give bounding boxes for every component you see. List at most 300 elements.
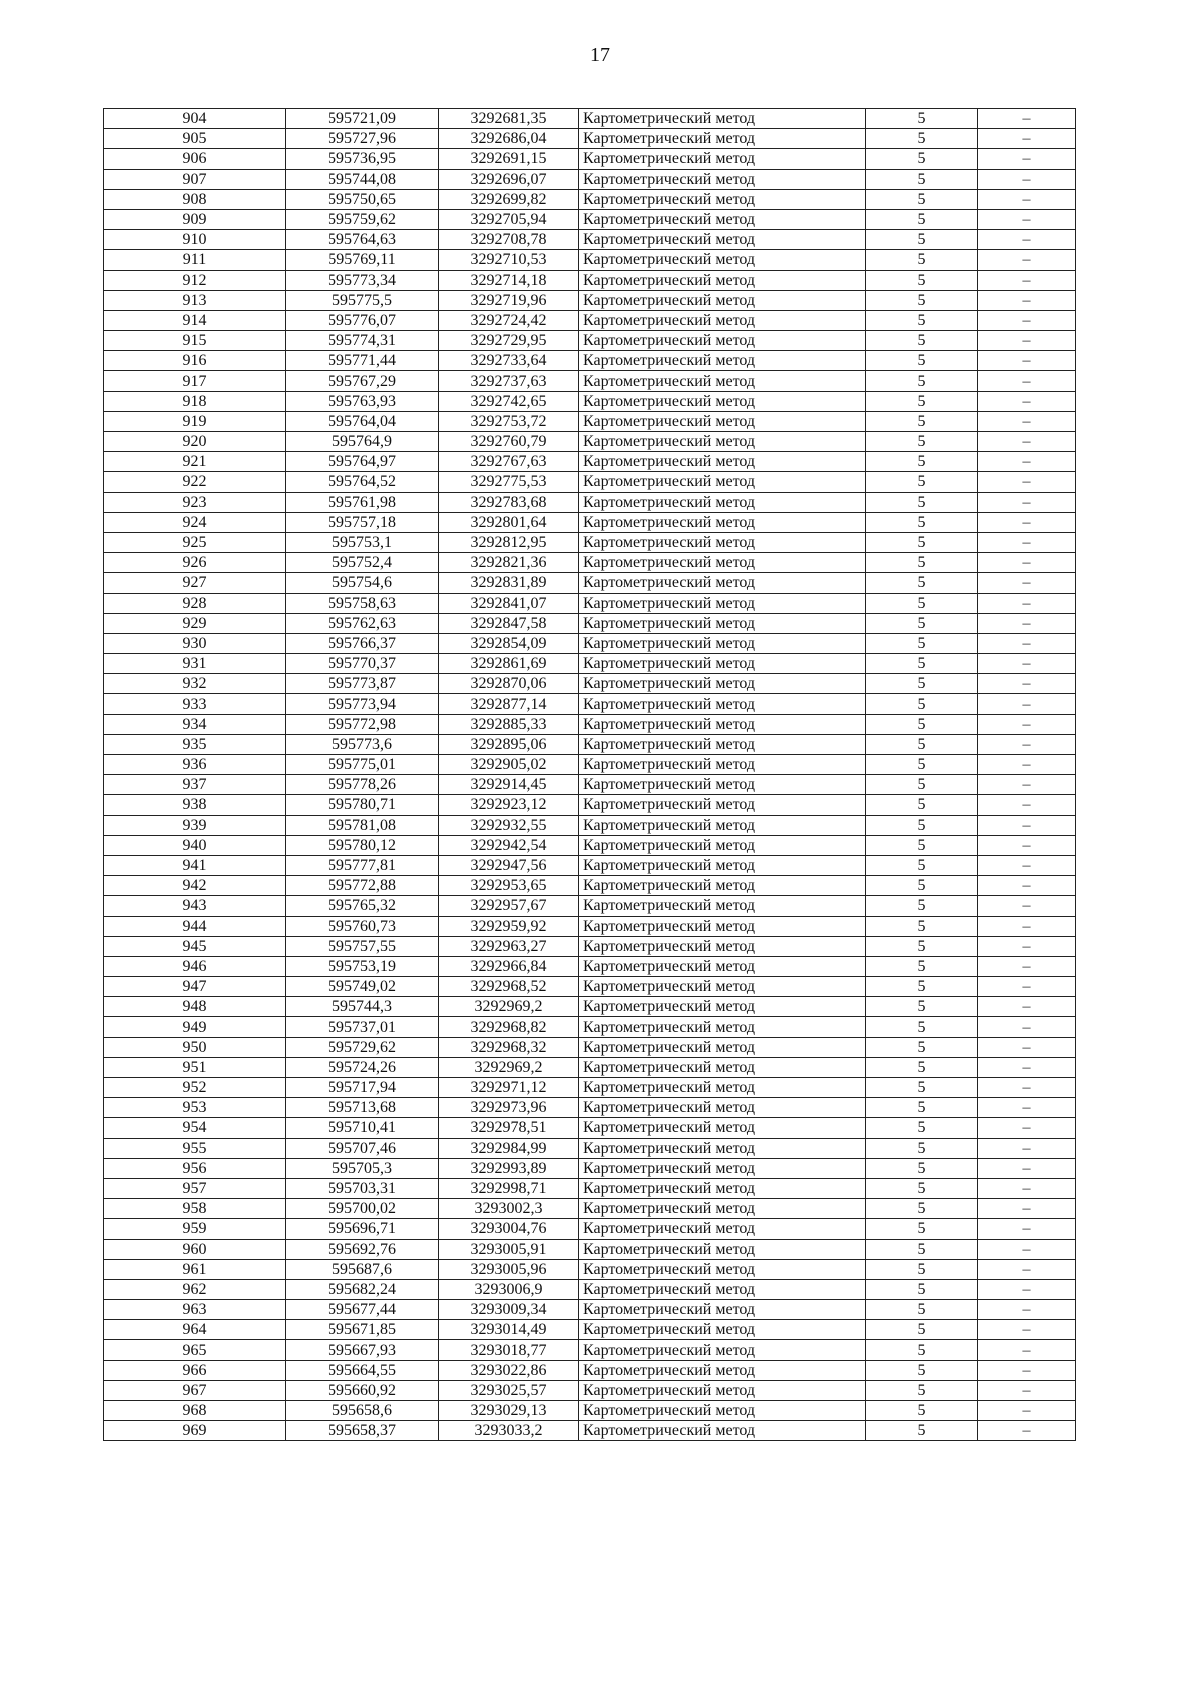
method-cell: Картометрический метод (579, 532, 866, 552)
point-number-cell: 936 (104, 755, 286, 775)
point-number-cell: 924 (104, 512, 286, 532)
note-cell: – (978, 1219, 1076, 1239)
note-cell: – (978, 1340, 1076, 1360)
accuracy-cell: 5 (866, 109, 978, 129)
x-coordinate-cell: 595749,02 (286, 977, 439, 997)
note-cell: – (978, 1158, 1076, 1178)
table-row (104, 1219, 1076, 1239)
accuracy-cell: 5 (866, 432, 978, 452)
x-coordinate-cell: 595727,96 (286, 129, 439, 149)
note-cell: – (978, 109, 1076, 129)
table-row (104, 1037, 1076, 1057)
table-row (104, 169, 1076, 189)
table-row (104, 432, 1076, 452)
point-number-cell: 915 (104, 331, 286, 351)
table-row (104, 694, 1076, 714)
x-coordinate-cell: 595773,34 (286, 270, 439, 290)
table-row (104, 1057, 1076, 1077)
table-row (104, 593, 1076, 613)
y-coordinate-cell: 3292947,56 (439, 855, 579, 875)
point-number-cell: 917 (104, 371, 286, 391)
accuracy-cell: 5 (866, 209, 978, 229)
x-coordinate-cell: 595764,63 (286, 230, 439, 250)
point-number-cell: 909 (104, 209, 286, 229)
accuracy-cell: 5 (866, 290, 978, 310)
note-cell: – (978, 472, 1076, 492)
table-row (104, 391, 1076, 411)
y-coordinate-cell: 3292861,69 (439, 654, 579, 674)
table-row (104, 1118, 1076, 1138)
y-coordinate-cell: 3293018,77 (439, 1340, 579, 1360)
x-coordinate-cell: 595758,63 (286, 593, 439, 613)
point-number-cell: 930 (104, 633, 286, 653)
x-coordinate-cell: 595780,71 (286, 795, 439, 815)
point-number-cell: 904 (104, 109, 286, 129)
y-coordinate-cell: 3292847,58 (439, 613, 579, 633)
x-coordinate-cell: 595764,52 (286, 472, 439, 492)
accuracy-cell: 5 (866, 734, 978, 754)
point-number-cell: 946 (104, 956, 286, 976)
table-row (104, 331, 1076, 351)
x-coordinate-cell: 595781,08 (286, 815, 439, 835)
note-cell: – (978, 1098, 1076, 1118)
table-row (104, 1098, 1076, 1118)
x-coordinate-cell: 595777,81 (286, 855, 439, 875)
point-number-cell: 928 (104, 593, 286, 613)
accuracy-cell: 5 (866, 492, 978, 512)
x-coordinate-cell: 595750,65 (286, 189, 439, 209)
table-row (104, 371, 1076, 391)
point-number-cell: 910 (104, 230, 286, 250)
method-cell: Картометрический метод (579, 654, 866, 674)
accuracy-cell: 5 (866, 755, 978, 775)
x-coordinate-cell: 595765,32 (286, 896, 439, 916)
point-number-cell: 947 (104, 977, 286, 997)
table-row (104, 553, 1076, 573)
point-number-cell: 916 (104, 351, 286, 371)
accuracy-cell: 5 (866, 1057, 978, 1077)
method-cell: Картометрический метод (579, 1118, 866, 1138)
method-cell: Картометрический метод (579, 795, 866, 815)
point-number-cell: 967 (104, 1380, 286, 1400)
method-cell: Картометрический метод (579, 714, 866, 734)
table-row (104, 755, 1076, 775)
method-cell: Картометрический метод (579, 573, 866, 593)
note-cell: – (978, 896, 1076, 916)
y-coordinate-cell: 3292877,14 (439, 694, 579, 714)
note-cell: – (978, 876, 1076, 896)
note-cell: – (978, 512, 1076, 532)
note-cell: – (978, 916, 1076, 936)
y-coordinate-cell: 3292753,72 (439, 411, 579, 431)
y-coordinate-cell: 3292932,55 (439, 815, 579, 835)
point-number-cell: 929 (104, 613, 286, 633)
accuracy-cell: 5 (866, 997, 978, 1017)
note-cell: – (978, 432, 1076, 452)
y-coordinate-cell: 3292831,89 (439, 573, 579, 593)
note-cell: – (978, 1017, 1076, 1037)
method-cell: Картометрический метод (579, 1037, 866, 1057)
note-cell: – (978, 1300, 1076, 1320)
x-coordinate-cell: 595696,71 (286, 1219, 439, 1239)
method-cell: Картометрический метод (579, 855, 866, 875)
y-coordinate-cell: 3292923,12 (439, 795, 579, 815)
x-coordinate-cell: 595753,19 (286, 956, 439, 976)
accuracy-cell: 5 (866, 835, 978, 855)
note-cell: – (978, 371, 1076, 391)
note-cell: – (978, 835, 1076, 855)
table-row (104, 1017, 1076, 1037)
note-cell: – (978, 270, 1076, 290)
method-cell: Картометрический метод (579, 997, 866, 1017)
y-coordinate-cell: 3293005,96 (439, 1259, 579, 1279)
method-cell: Картометрический метод (579, 1017, 866, 1037)
note-cell: – (978, 633, 1076, 653)
x-coordinate-cell: 595677,44 (286, 1300, 439, 1320)
accuracy-cell: 5 (866, 1118, 978, 1138)
table-row (104, 1259, 1076, 1279)
point-number-cell: 922 (104, 472, 286, 492)
table-row (104, 997, 1076, 1017)
x-coordinate-cell: 595705,3 (286, 1158, 439, 1178)
x-coordinate-cell: 595737,01 (286, 1017, 439, 1037)
x-coordinate-cell: 595764,04 (286, 411, 439, 431)
method-cell: Картометрический метод (579, 936, 866, 956)
table-row (104, 633, 1076, 653)
point-number-cell: 937 (104, 775, 286, 795)
point-number-cell: 935 (104, 734, 286, 754)
y-coordinate-cell: 3292775,53 (439, 472, 579, 492)
accuracy-cell: 5 (866, 169, 978, 189)
y-coordinate-cell: 3292963,27 (439, 936, 579, 956)
method-cell: Картометрический метод (579, 734, 866, 754)
note-cell: – (978, 250, 1076, 270)
table-row (104, 1300, 1076, 1320)
point-number-cell: 963 (104, 1300, 286, 1320)
y-coordinate-cell: 3292821,36 (439, 553, 579, 573)
method-cell: Картометрический метод (579, 896, 866, 916)
accuracy-cell: 5 (866, 331, 978, 351)
note-cell: – (978, 492, 1076, 512)
accuracy-cell: 5 (866, 532, 978, 552)
method-cell: Картометрический метод (579, 977, 866, 997)
x-coordinate-cell: 595764,97 (286, 452, 439, 472)
note-cell: – (978, 149, 1076, 169)
y-coordinate-cell: 3292957,67 (439, 896, 579, 916)
method-cell: Картометрический метод (579, 1360, 866, 1380)
method-cell: Картометрический метод (579, 472, 866, 492)
table-row (104, 734, 1076, 754)
accuracy-cell: 5 (866, 270, 978, 290)
note-cell: – (978, 331, 1076, 351)
accuracy-cell: 5 (866, 1178, 978, 1198)
point-number-cell: 907 (104, 169, 286, 189)
method-cell: Картометрический метод (579, 1320, 866, 1340)
method-cell: Картометрический метод (579, 1199, 866, 1219)
note-cell: – (978, 1057, 1076, 1077)
accuracy-cell: 5 (866, 189, 978, 209)
coordinates-table (103, 108, 1076, 1441)
method-cell: Картометрический метод (579, 674, 866, 694)
x-coordinate-cell: 595707,46 (286, 1138, 439, 1158)
accuracy-cell: 5 (866, 593, 978, 613)
accuracy-cell: 5 (866, 149, 978, 169)
y-coordinate-cell: 3292681,35 (439, 109, 579, 129)
note-cell: – (978, 997, 1076, 1017)
note-cell: – (978, 230, 1076, 250)
x-coordinate-cell: 595671,85 (286, 1320, 439, 1340)
point-number-cell: 905 (104, 129, 286, 149)
note-cell: – (978, 593, 1076, 613)
y-coordinate-cell: 3292885,33 (439, 714, 579, 734)
x-coordinate-cell: 595763,93 (286, 391, 439, 411)
point-number-cell: 959 (104, 1219, 286, 1239)
table-row (104, 452, 1076, 472)
method-cell: Картометрический метод (579, 1421, 866, 1441)
point-number-cell: 923 (104, 492, 286, 512)
y-coordinate-cell: 3292968,82 (439, 1017, 579, 1037)
table-row (104, 795, 1076, 815)
note-cell: – (978, 129, 1076, 149)
accuracy-cell: 5 (866, 411, 978, 431)
method-cell: Картометрический метод (579, 1158, 866, 1178)
y-coordinate-cell: 3292724,42 (439, 310, 579, 330)
y-coordinate-cell: 3292969,2 (439, 1057, 579, 1077)
x-coordinate-cell: 595710,41 (286, 1118, 439, 1138)
x-coordinate-cell: 595760,73 (286, 916, 439, 936)
point-number-cell: 908 (104, 189, 286, 209)
y-coordinate-cell: 3293029,13 (439, 1401, 579, 1421)
note-cell: – (978, 532, 1076, 552)
note-cell: – (978, 351, 1076, 371)
point-number-cell: 938 (104, 795, 286, 815)
y-coordinate-cell: 3292895,06 (439, 734, 579, 754)
point-number-cell: 927 (104, 573, 286, 593)
table-row (104, 149, 1076, 169)
note-cell: – (978, 654, 1076, 674)
note-cell: – (978, 815, 1076, 835)
point-number-cell: 943 (104, 896, 286, 916)
table-row (104, 189, 1076, 209)
y-coordinate-cell: 3293014,49 (439, 1320, 579, 1340)
table-row (104, 896, 1076, 916)
point-number-cell: 932 (104, 674, 286, 694)
point-number-cell: 969 (104, 1421, 286, 1441)
note-cell: – (978, 290, 1076, 310)
y-coordinate-cell: 3293033,2 (439, 1421, 579, 1441)
table-row (104, 714, 1076, 734)
table-row (104, 674, 1076, 694)
y-coordinate-cell: 3293022,86 (439, 1360, 579, 1380)
note-cell: – (978, 977, 1076, 997)
accuracy-cell: 5 (866, 472, 978, 492)
note-cell: – (978, 452, 1076, 472)
point-number-cell: 948 (104, 997, 286, 1017)
method-cell: Картометрический метод (579, 310, 866, 330)
point-number-cell: 962 (104, 1279, 286, 1299)
x-coordinate-cell: 595767,29 (286, 371, 439, 391)
point-number-cell: 968 (104, 1401, 286, 1421)
method-cell: Картометрический метод (579, 250, 866, 270)
x-coordinate-cell: 595736,95 (286, 149, 439, 169)
point-number-cell: 920 (104, 432, 286, 452)
y-coordinate-cell: 3292854,09 (439, 633, 579, 653)
y-coordinate-cell: 3292733,64 (439, 351, 579, 371)
note-cell: – (978, 855, 1076, 875)
x-coordinate-cell: 595771,44 (286, 351, 439, 371)
y-coordinate-cell: 3292801,64 (439, 512, 579, 532)
method-cell: Картометрический метод (579, 331, 866, 351)
accuracy-cell: 5 (866, 674, 978, 694)
y-coordinate-cell: 3293009,34 (439, 1300, 579, 1320)
point-number-cell: 955 (104, 1138, 286, 1158)
method-cell: Картометрический метод (579, 1259, 866, 1279)
accuracy-cell: 5 (866, 1320, 978, 1340)
table-row (104, 532, 1076, 552)
y-coordinate-cell: 3292686,04 (439, 129, 579, 149)
x-coordinate-cell: 595762,63 (286, 613, 439, 633)
method-cell: Картометрический метод (579, 270, 866, 290)
method-cell: Картометрический метод (579, 371, 866, 391)
method-cell: Картометрический метод (579, 755, 866, 775)
accuracy-cell: 5 (866, 1037, 978, 1057)
table-row (104, 1078, 1076, 1098)
y-coordinate-cell: 3292905,02 (439, 755, 579, 775)
point-number-cell: 934 (104, 714, 286, 734)
table-row (104, 290, 1076, 310)
y-coordinate-cell: 3292984,99 (439, 1138, 579, 1158)
point-number-cell: 956 (104, 1158, 286, 1178)
note-cell: – (978, 1279, 1076, 1299)
x-coordinate-cell: 595721,09 (286, 109, 439, 129)
table-row (104, 876, 1076, 896)
x-coordinate-cell: 595664,55 (286, 1360, 439, 1380)
method-cell: Картометрический метод (579, 452, 866, 472)
note-cell: – (978, 169, 1076, 189)
x-coordinate-cell: 595744,3 (286, 997, 439, 1017)
note-cell: – (978, 1199, 1076, 1219)
point-number-cell: 939 (104, 815, 286, 835)
accuracy-cell: 5 (866, 613, 978, 633)
accuracy-cell: 5 (866, 1300, 978, 1320)
note-cell: – (978, 956, 1076, 976)
x-coordinate-cell: 595766,37 (286, 633, 439, 653)
accuracy-cell: 5 (866, 1279, 978, 1299)
method-cell: Картометрический метод (579, 775, 866, 795)
point-number-cell: 960 (104, 1239, 286, 1259)
x-coordinate-cell: 595773,6 (286, 734, 439, 754)
x-coordinate-cell: 595769,11 (286, 250, 439, 270)
point-number-cell: 941 (104, 855, 286, 875)
table-row (104, 1178, 1076, 1198)
note-cell: – (978, 936, 1076, 956)
note-cell: – (978, 1320, 1076, 1340)
method-cell: Картометрический метод (579, 391, 866, 411)
note-cell: – (978, 714, 1076, 734)
accuracy-cell: 5 (866, 1017, 978, 1037)
y-coordinate-cell: 3293006,9 (439, 1279, 579, 1299)
y-coordinate-cell: 3292812,95 (439, 532, 579, 552)
y-coordinate-cell: 3293025,57 (439, 1380, 579, 1400)
accuracy-cell: 5 (866, 694, 978, 714)
method-cell: Картометрический метод (579, 1401, 866, 1421)
accuracy-cell: 5 (866, 1380, 978, 1400)
accuracy-cell: 5 (866, 1098, 978, 1118)
note-cell: – (978, 795, 1076, 815)
note-cell: – (978, 1259, 1076, 1279)
y-coordinate-cell: 3292942,54 (439, 835, 579, 855)
point-number-cell: 944 (104, 916, 286, 936)
table-row (104, 411, 1076, 431)
note-cell: – (978, 1138, 1076, 1158)
x-coordinate-cell: 595713,68 (286, 1098, 439, 1118)
table-row (104, 936, 1076, 956)
method-cell: Картометрический метод (579, 835, 866, 855)
table-row (104, 835, 1076, 855)
y-coordinate-cell: 3292841,07 (439, 593, 579, 613)
method-cell: Картометрический метод (579, 492, 866, 512)
point-number-cell: 906 (104, 149, 286, 169)
table-row (104, 1320, 1076, 1340)
note-cell: – (978, 411, 1076, 431)
note-cell: – (978, 310, 1076, 330)
table-row (104, 815, 1076, 835)
accuracy-cell: 5 (866, 876, 978, 896)
x-coordinate-cell: 595759,62 (286, 209, 439, 229)
x-coordinate-cell: 595667,93 (286, 1340, 439, 1360)
accuracy-cell: 5 (866, 633, 978, 653)
y-coordinate-cell: 3292742,65 (439, 391, 579, 411)
note-cell: – (978, 1401, 1076, 1421)
point-number-cell: 942 (104, 876, 286, 896)
table-row (104, 956, 1076, 976)
accuracy-cell: 5 (866, 230, 978, 250)
accuracy-cell: 5 (866, 512, 978, 532)
accuracy-cell: 5 (866, 351, 978, 371)
point-number-cell: 958 (104, 1199, 286, 1219)
table-row (104, 1138, 1076, 1158)
note-cell: – (978, 189, 1076, 209)
point-number-cell: 912 (104, 270, 286, 290)
x-coordinate-cell: 595753,1 (286, 532, 439, 552)
table-body (104, 109, 1076, 1441)
method-cell: Картометрический метод (579, 613, 866, 633)
table-row (104, 977, 1076, 997)
accuracy-cell: 5 (866, 956, 978, 976)
method-cell: Картометрический метод (579, 149, 866, 169)
accuracy-cell: 5 (866, 391, 978, 411)
accuracy-cell: 5 (866, 371, 978, 391)
point-number-cell: 957 (104, 1178, 286, 1198)
y-coordinate-cell: 3292978,51 (439, 1118, 579, 1138)
method-cell: Картометрический метод (579, 189, 866, 209)
y-coordinate-cell: 3292959,92 (439, 916, 579, 936)
accuracy-cell: 5 (866, 1138, 978, 1158)
y-coordinate-cell: 3292968,32 (439, 1037, 579, 1057)
table-row (104, 270, 1076, 290)
x-coordinate-cell: 595776,07 (286, 310, 439, 330)
point-number-cell: 951 (104, 1057, 286, 1077)
x-coordinate-cell: 595770,37 (286, 654, 439, 674)
method-cell: Картометрический метод (579, 956, 866, 976)
method-cell: Картометрический метод (579, 411, 866, 431)
method-cell: Картометрический метод (579, 916, 866, 936)
point-number-cell: 918 (104, 391, 286, 411)
method-cell: Картометрический метод (579, 1078, 866, 1098)
table-row (104, 129, 1076, 149)
y-coordinate-cell: 3292737,63 (439, 371, 579, 391)
y-coordinate-cell: 3293004,76 (439, 1219, 579, 1239)
